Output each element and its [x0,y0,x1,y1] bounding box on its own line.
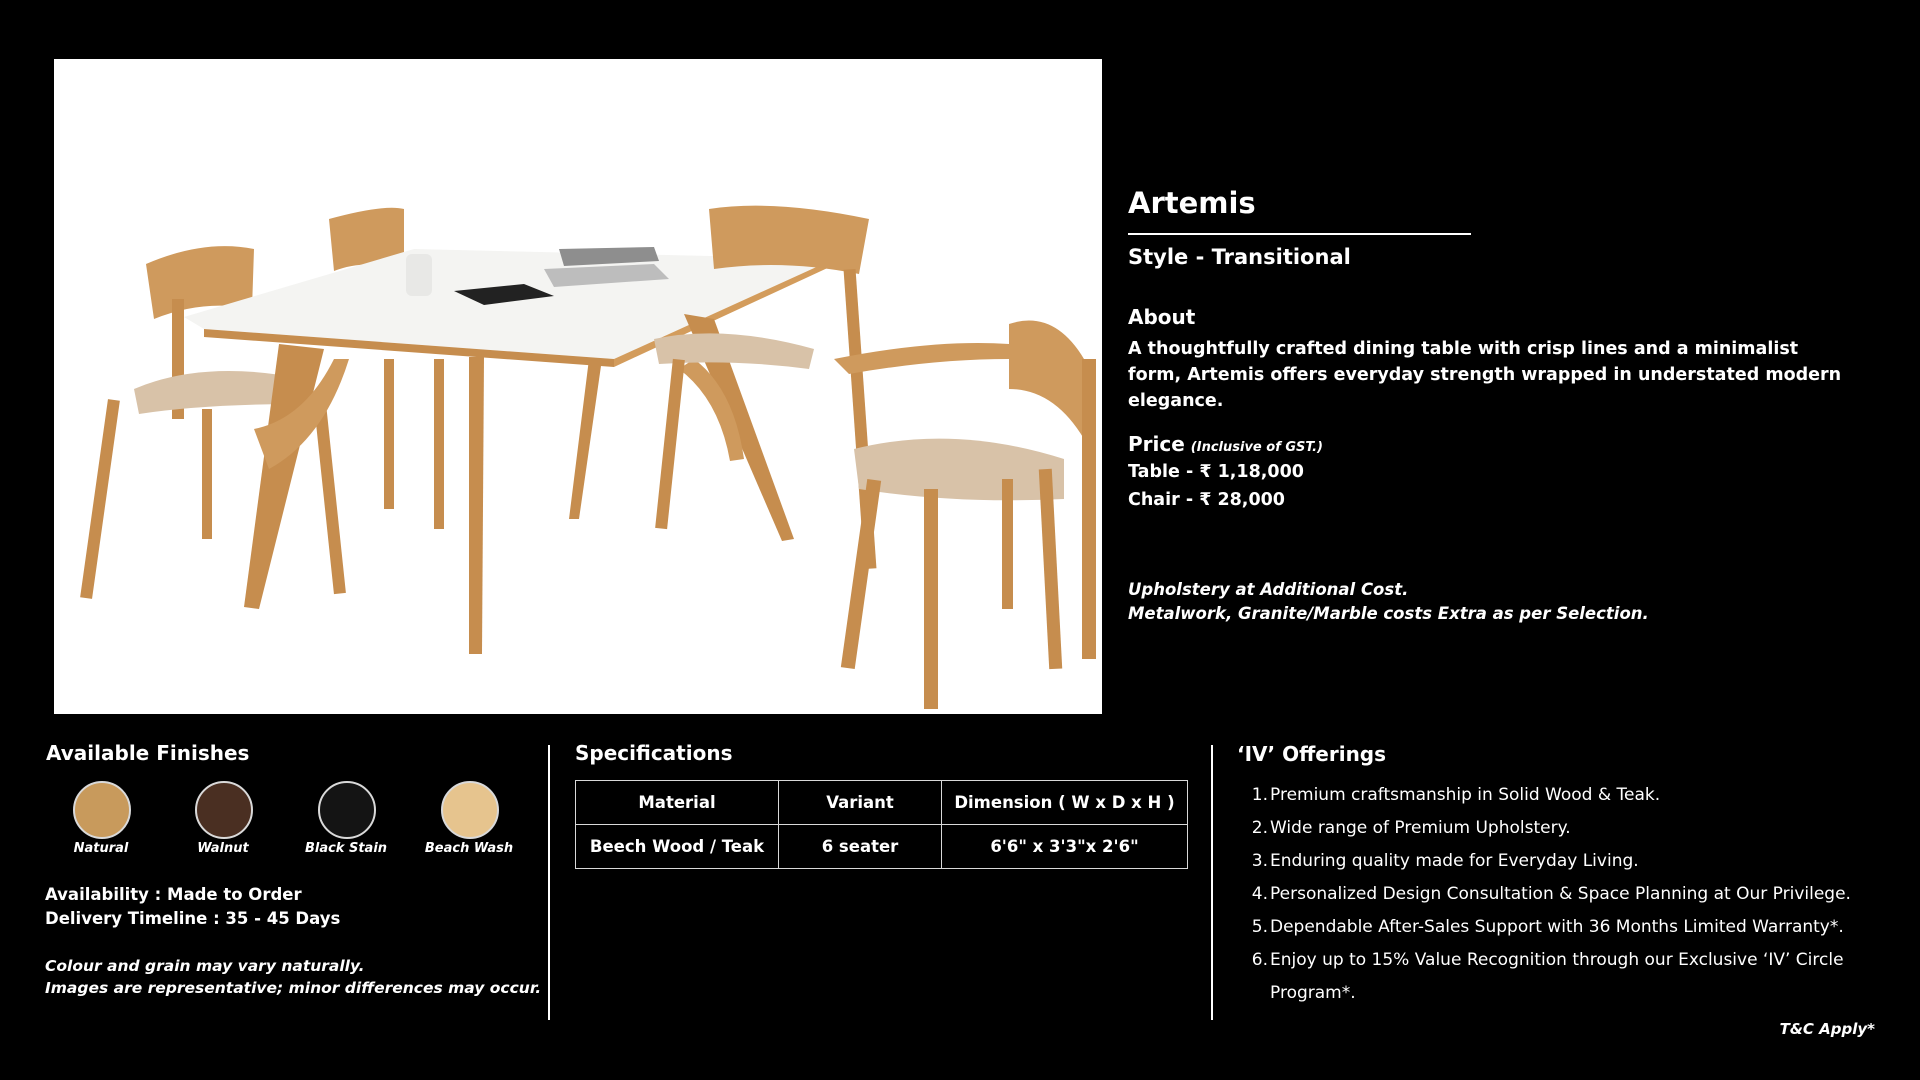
finishes-heading: Available Finishes [46,741,250,765]
metalwork-note: Metalwork, Granite/Marble costs Extra as per Selection. [1128,604,1649,623]
section-divider [1211,745,1213,1020]
title-underline [1128,233,1471,235]
swatch-beach-wash[interactable] [441,781,499,839]
spec-header-variant: Variant [779,781,942,825]
offering-text: Premium craftsmanship in Solid Wood & Teak. [1270,785,1661,805]
product-image [54,59,1102,714]
offering-text: Dependable After-Sales Support with 36 Months Limited Warranty*. [1270,917,1844,937]
about-heading: About [1128,305,1196,329]
terms-apply: T&C Apply* [1779,1020,1875,1038]
swatch-natural-label: Natural [73,841,129,856]
dining-set-illustration [54,59,1102,714]
swatch-black-stain[interactable] [318,781,376,839]
price-table: Table - ₹ 1,18,000 [1128,462,1304,482]
list-item: 2. Wide range of Premium Upholstery. [1248,812,1888,845]
section-divider [548,745,550,1020]
offering-text: Enduring quality made for Everyday Living. [1270,851,1639,871]
list-item: 5. Dependable After-Sales Support with 36 Months Limited Warranty*. [1248,911,1888,944]
table [184,247,834,654]
swatch-natural[interactable] [73,781,131,839]
list-item: 1. Premium craftsmanship in Solid Wood & Teak. [1248,779,1888,812]
offering-text: Wide range of Premium Upholstery. [1270,818,1571,838]
offering-text: Personalized Design Consultation & Space Planning at Our Privilege. [1270,884,1851,904]
about-text: A thoughtfully crafted dining table with crisp lines and a minimalist form, Artemis offers everyday strength wrapped in understated modern elegance. [1128,339,1842,411]
swatch-black-stain-label: Black Stain [304,841,388,856]
spec-header-material: Material [576,781,779,825]
price-heading-label: Price [1128,432,1185,456]
specifications-heading: Specifications [575,741,733,765]
spec-header-dimension: Dimension ( W x D x H ) [942,781,1188,825]
offering-text: Enjoy up to 15% Value Recognition through our Exclusive ‘IV’ Circle Program*. [1270,950,1844,1003]
upholstery-note: Upholstery at Additional Cost. [1128,580,1409,599]
spec-material: Beech Wood / Teak [576,825,779,869]
offerings-list [1248,779,1888,1010]
image-disclaimer: Images are representative; minor differences may occur. [45,979,542,997]
spec-header-row [576,781,1188,825]
offerings-heading: ‘IV’ Offerings [1237,742,1387,766]
grain-disclaimer: Colour and grain may vary naturally. [45,957,365,975]
availability: Availability : Made to Order [45,885,302,904]
list-item: 6. Enjoy up to 15% Value Recognition through our Exclusive ‘IV’ Circle Program*. [1248,944,1888,1010]
list-item: 3. Enduring quality made for Everyday Living. [1248,845,1888,878]
spec-dimension: 6'6" x 3'3"x 2'6" [942,825,1188,869]
swatch-walnut-label: Walnut [197,841,249,856]
swatch-walnut[interactable] [195,781,253,839]
spec-variant: 6 seater [779,825,942,869]
armchair-front [834,321,1096,709]
delivery-timeline: Delivery Timeline : 35 - 45 Days [45,909,341,928]
price-gst-note: (Inclusive of GST.) [1190,440,1323,455]
specifications-table [575,780,1188,869]
swatch-beach-wash-label: Beach Wash [424,841,514,856]
price-heading [1128,432,1323,456]
spec-data-row [576,825,1188,869]
price-chair: Chair - ₹ 28,000 [1128,490,1285,510]
product-style: Style - Transitional [1128,245,1351,269]
product-name: Artemis [1128,186,1256,220]
list-item: 4. Personalized Design Consultation & Space Planning at Our Privilege. [1248,878,1888,911]
